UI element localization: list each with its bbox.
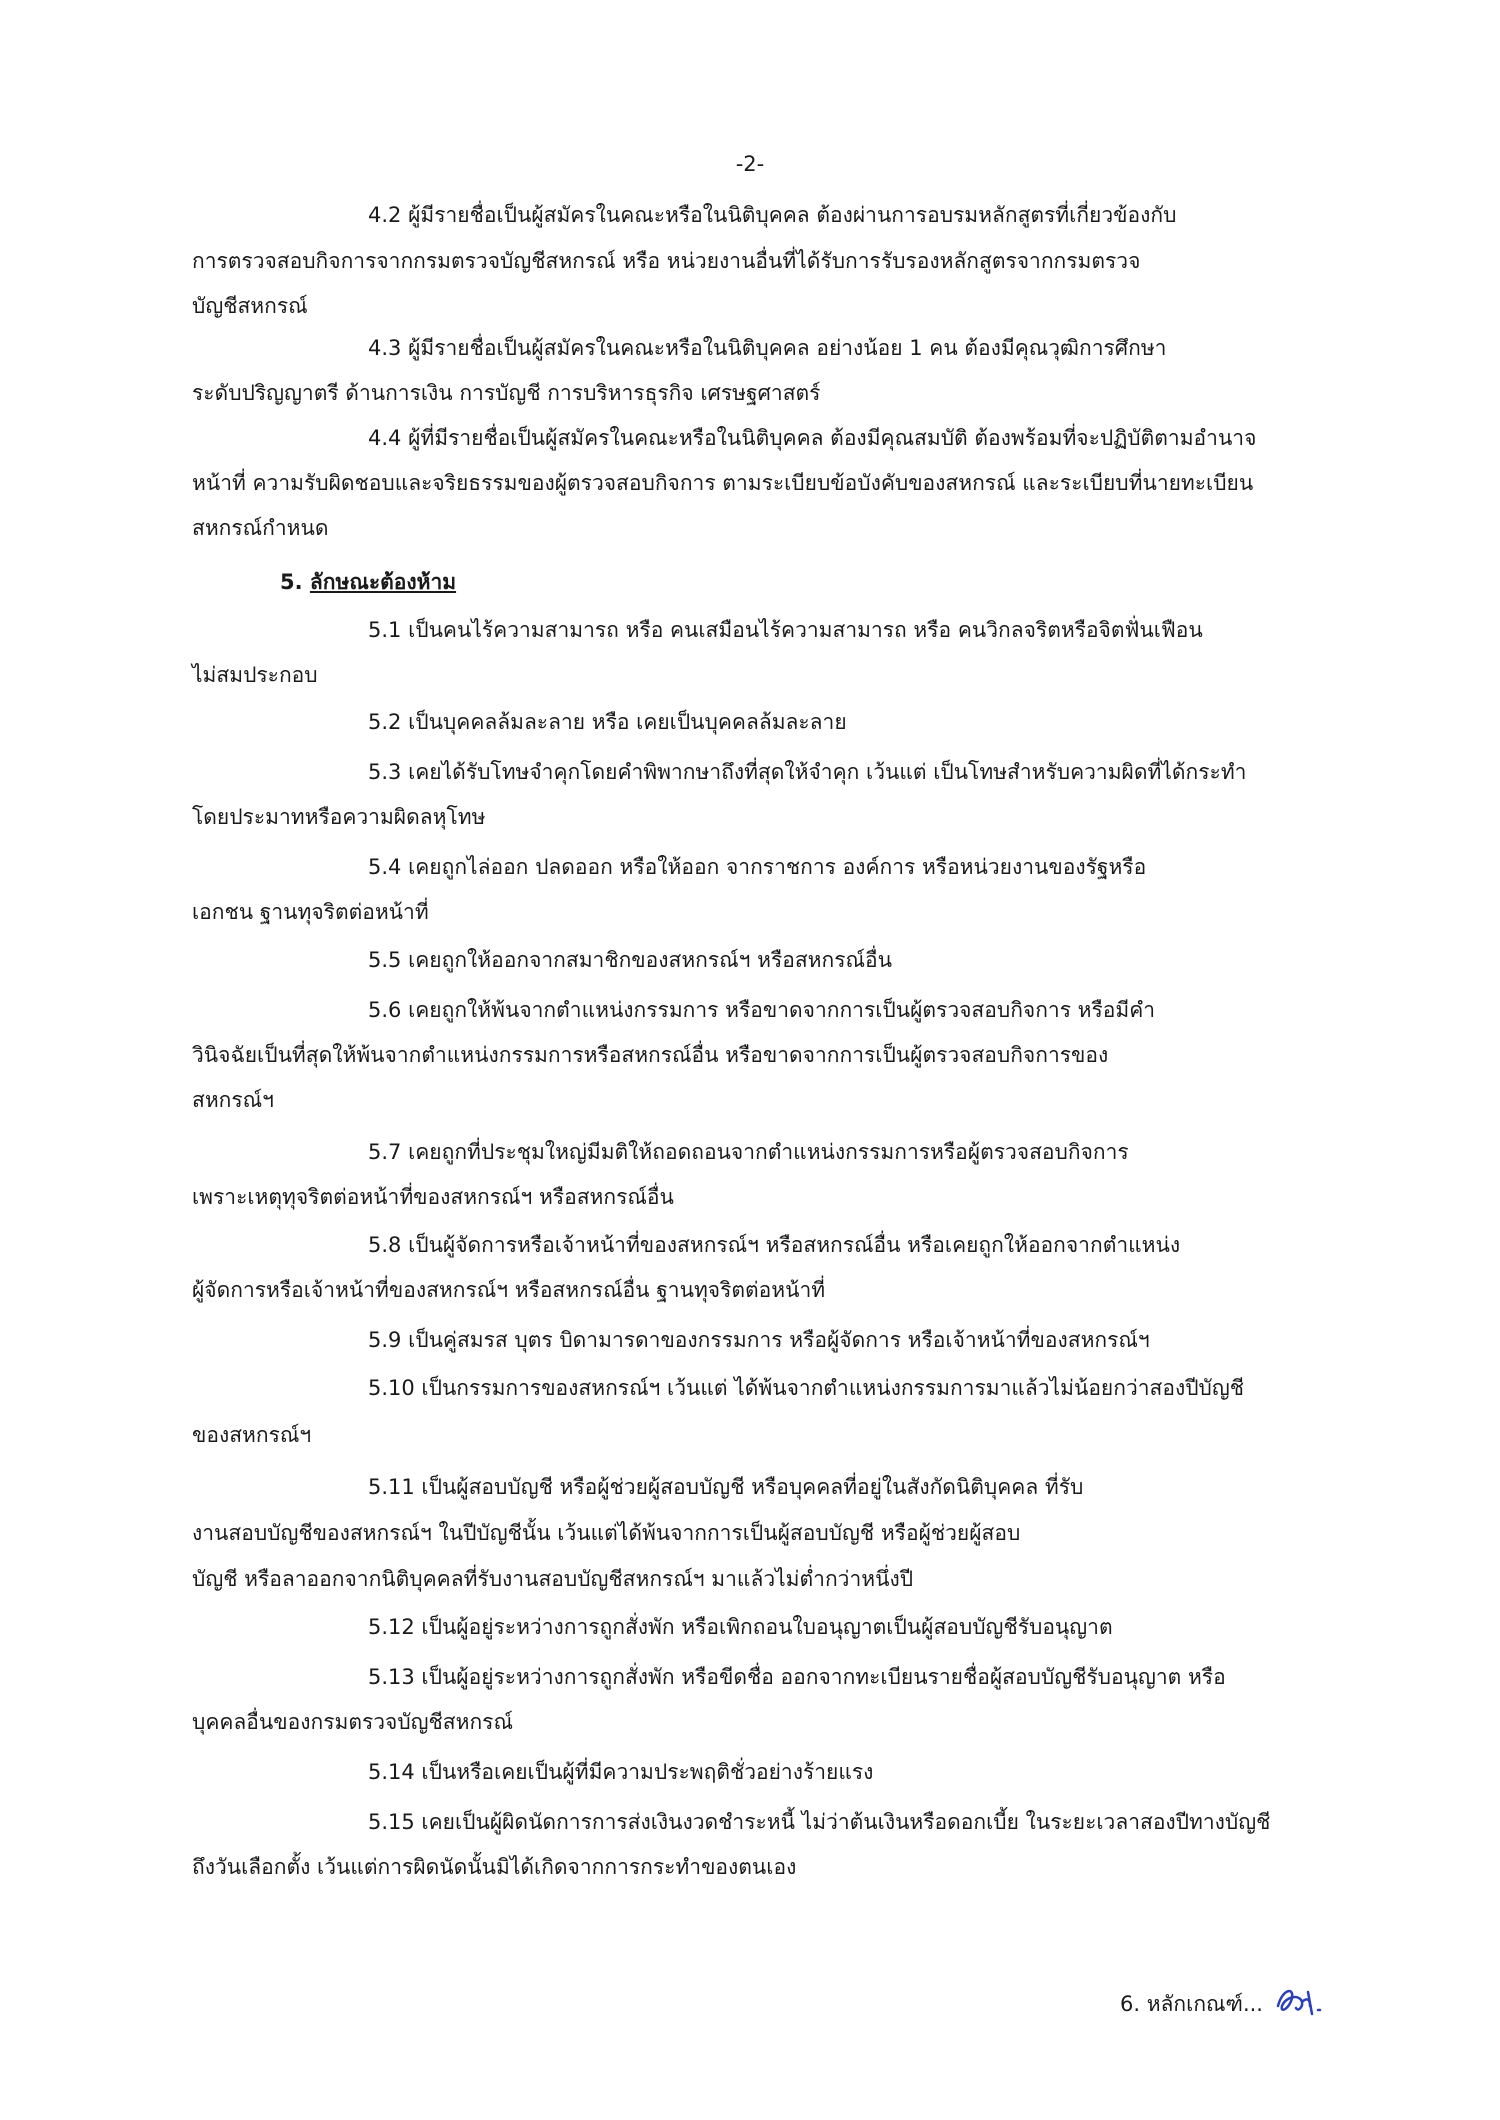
clause-4-4-line-2: หน้าที่ ความรับผิดชอบและจริยธรรมของผู้ตรวจสอบกิจการ ตามระเบียบข้อบังคับของสหกรณ์ และระเบียบที่นายทะเบียน [192, 471, 1254, 495]
clause-5-8-line-2: ผู้จัดการหรือเจ้าหน้าที่ของสหกรณ์ฯ หรือสหกรณ์อื่น ฐานทุจริตต่อหน้าที่ [192, 1278, 826, 1302]
clause-4-2-line-3: บัญชีสหกรณ์ [192, 294, 308, 318]
section-5-heading [280, 572, 456, 593]
clause-5-13-line-2: บุคคลอื่นของกรมตรวจบัญชีสหกรณ์ [192, 1710, 513, 1734]
clause-4-2-line-2: การตรวจสอบกิจการจากกรมตรวจบัญชีสหกรณ์ หรือ หน่วยงานอื่นที่ได้รับการรับรองหลักสูตรจากกรมตรวจ [192, 249, 1141, 273]
clause-4-2-line-1: 4.2 ผู้มีรายชื่อเป็นผู้สมัครในคณะหรือในนิติบุคคล ต้องผ่านการอบรมหลักสูตรที่เกี่ยวข้องกับ [368, 203, 1177, 227]
clause-5-15-line-1: 5.15 เคยเป็นผู้ผิดนัดการการส่งเงินงวดชำระหนี้ ไม่ว่าต้นเงินหรือดอกเบี้ย ในระยะเวลาสองปีทางบัญชี [368, 1810, 1271, 1834]
handwritten-initials [1272, 1980, 1332, 2020]
clause-5-14: 5.14 เป็นหรือเคยเป็นผู้ที่มีความประพฤติชั่วอย่างร้ายแรง [368, 1760, 874, 1784]
clause-5-2: 5.2 เป็นบุคคลล้มละลาย หรือ เคยเป็นบุคคลล้มละลาย [368, 710, 847, 734]
clause-4-3-line-1: 4.3 ผู้มีรายชื่อเป็นผู้สมัครในคณะหรือในนิติบุคคล อย่างน้อย 1 คน ต้องมีคุณวุฒิการศึกษา [368, 336, 1167, 360]
clause-5-7-line-2: เพราะเหตุทุจริตต่อหน้าที่ของสหกรณ์ฯ หรือสหกรณ์อื่น [192, 1185, 674, 1209]
clause-5-11-line-2: งานสอบบัญชีของสหกรณ์ฯ ในปีบัญชีนั้น เว้นแต่ได้พ้นจากการเป็นผู้สอบบัญชี หรือผู้ช่วยผู้สอบ [192, 1521, 1021, 1545]
clause-5-10-line-1: 5.10 เป็นกรรมการของสหกรณ์ฯ เว้นแต่ ได้พ้นจากตำแหน่งกรรมการมาแล้วไม่น้อยกว่าสองปีบัญชี [368, 1376, 1245, 1400]
clause-5-6-line-2: วินิจฉัยเป็นที่สุดให้พ้นจากตำแหน่งกรรมการหรือสหกรณ์อื่น หรือขาดจากการเป็นผู้ตรวจสอบกิจการของ [192, 1043, 1109, 1067]
clause-5-3-line-2: โดยประมาทหรือความผิดลหุโทษ [192, 805, 486, 829]
clause-5-6-line-3: สหกรณ์ฯ [192, 1088, 274, 1112]
clause-4-3-line-2: ระดับปริญญาตรี ด้านการเงิน การบัญชี การบริหารธุรกิจ เศรษฐศาสตร์ [192, 381, 821, 405]
clause-5-11-line-1: 5.11 เป็นผู้สอบบัญชี หรือผู้ช่วยผู้สอบบัญชี หรือบุคคลที่อยู่ในสังกัดนิติบุคคล ที่รับ [368, 1475, 1084, 1499]
section-5-title: ลักษณะต้องห้าม [309, 570, 457, 594]
clause-5-1-line-2: ไม่สมประกอบ [192, 663, 318, 687]
clause-5-11-line-3: บัญชี หรือลาออกจากนิติบุคคลที่รับงานสอบบัญชีสหกรณ์ฯ มาแล้วไม่ต่ำกว่าหนึ่งปี [192, 1567, 914, 1591]
clause-5-6-line-1: 5.6 เคยถูกให้พ้นจากตำแหน่งกรรมการ หรือขาดจากการเป็นผู้ตรวจสอบกิจการ หรือมีคำ [368, 998, 1156, 1022]
clause-4-4-line-3: สหกรณ์กำหนด [192, 516, 329, 540]
clause-5-7-line-1: 5.7 เคยถูกที่ประชุมใหญ่มีมติให้ถอดถอนจากตำแหน่งกรรมการหรือผู้ตรวจสอบกิจการ [368, 1140, 1129, 1164]
clause-5-8-line-1: 5.8 เป็นผู้จัดการหรือเจ้าหน้าที่ของสหกรณ์ฯ หรือสหกรณ์อื่น หรือเคยถูกให้ออกจากตำแหน่ง [368, 1233, 1181, 1257]
continuation-note: 6. หลักเกณฑ์... [1120, 1992, 1263, 2016]
clause-5-4-line-1: 5.4 เคยถูกไล่ออก ปลดออก หรือให้ออก จากราชการ องค์การ หรือหน่วยงานของรัฐหรือ [368, 855, 1147, 879]
clause-5-5: 5.5 เคยถูกให้ออกจากสมาชิกของสหกรณ์ฯ หรือสหกรณ์อื่น [368, 948, 892, 972]
clause-4-4-line-1: 4.4 ผู้ที่มีรายชื่อเป็นผู้สมัครในคณะหรือในนิติบุคคล ต้องมีคุณสมบัติ ต้องพร้อมที่จะปฏิบัติตามอำนาจ [368, 426, 1257, 450]
clause-5-3-line-1: 5.3 เคยได้รับโทษจำคุกโดยคำพิพากษาถึงที่สุดให้จำคุก เว้นแต่ เป็นโทษสำหรับความผิดที่ได้กระทำ [368, 760, 1247, 784]
clause-5-10-line-2: ของสหกรณ์ฯ [192, 1423, 312, 1447]
clause-5-4-line-2: เอกชน ฐานทุจริตต่อหน้าที่ [192, 900, 429, 924]
clause-5-1-line-1: 5.1 เป็นคนไร้ความสามารถ หรือ คนเสมือนไร้ความสามารถ หรือ คนวิกลจริตหรือจิตฟั่นเฟือน [368, 618, 1203, 642]
clause-5-13-line-1: 5.13 เป็นผู้อยู่ระหว่างการถูกสั่งพัก หรือขีดชื่อ ออกจากทะเบียนรายชื่อผู้สอบบัญชีรับอนุญาต หรือ [368, 1665, 1226, 1689]
page-number: -2- [735, 152, 765, 176]
clause-5-9: 5.9 เป็นคู่สมรส บุตร บิดามารดาของกรรมการ หรือผู้จัดการ หรือเจ้าหน้าที่ของสหกรณ์ฯ [368, 1328, 1150, 1352]
clause-5-15-line-2: ถึงวันเลือกตั้ง เว้นแต่การผิดนัดนั้นมิได้เกิดจากการกระทำของตนเอง [192, 1855, 797, 1879]
section-5-number: 5. [280, 570, 303, 594]
clause-5-12: 5.12 เป็นผู้อยู่ระหว่างการถูกสั่งพัก หรือเพิกถอนใบอนุญาตเป็นผู้สอบบัญชีรับอนุญาต [368, 1615, 1113, 1639]
